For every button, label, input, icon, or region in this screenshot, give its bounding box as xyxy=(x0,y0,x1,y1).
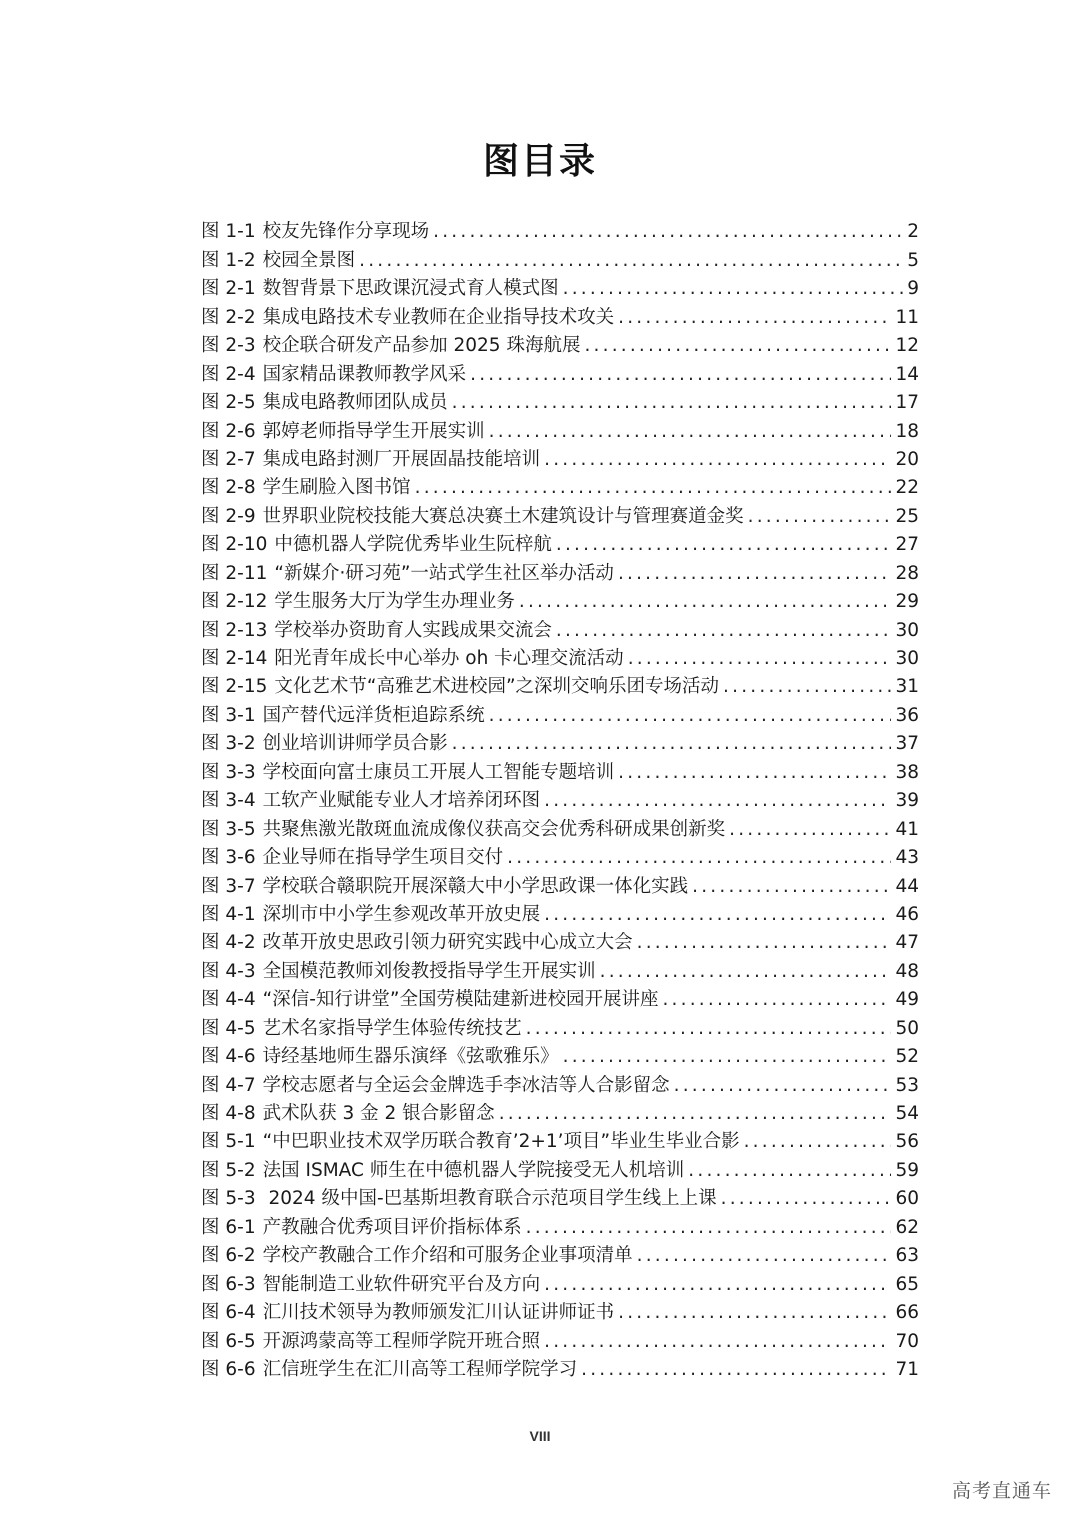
dot-leader xyxy=(544,1271,891,1299)
figure-caption: 数智背景下思政课沉浸式育人模式图 xyxy=(262,278,559,300)
toc-entry[interactable] xyxy=(201,1242,919,1270)
figure-caption: 2024 级中国-巴基斯坦教育联合示范项目学生线上上课 xyxy=(262,1188,717,1210)
figure-number: 图 6-5 xyxy=(201,1330,256,1352)
figure-caption: 汇信班学生在汇川高等工程师学院学习 xyxy=(262,1358,578,1380)
entry-title xyxy=(201,446,540,474)
entry-title xyxy=(201,730,448,758)
entry-title xyxy=(201,1356,577,1384)
page-ref: 50 xyxy=(895,1017,919,1039)
dot-leader xyxy=(452,389,892,417)
entry-title xyxy=(201,673,719,701)
figure-number: 图 2-12 xyxy=(201,591,268,613)
entry-title xyxy=(201,787,540,815)
entry-title xyxy=(201,1185,717,1213)
page-ref: 17 xyxy=(895,392,919,414)
entry-title xyxy=(201,1072,670,1100)
entry-title xyxy=(201,986,658,1014)
dot-leader xyxy=(600,958,892,986)
dot-leader xyxy=(662,986,891,1014)
entry-title xyxy=(201,844,503,872)
entry-title xyxy=(201,759,614,787)
figure-caption: 集成电路教师团队成员 xyxy=(262,392,448,414)
dot-leader xyxy=(544,787,891,815)
figure-number: 图 6-4 xyxy=(201,1302,256,1324)
figure-caption: “深信-知行讲堂”全国劳模陆建新进校园开展讲座 xyxy=(262,989,659,1011)
page-ref: 53 xyxy=(895,1074,919,1096)
toc-entry[interactable] xyxy=(201,1356,919,1384)
dot-leader xyxy=(618,1299,891,1327)
toc-entry[interactable] xyxy=(201,929,919,957)
figure-caption: 学校面向富士康员工开展人工智能专题培训 xyxy=(262,761,615,783)
page-ref: 38 xyxy=(895,761,919,783)
toc-entry[interactable] xyxy=(201,616,919,644)
dot-leader xyxy=(519,588,892,616)
toc-entry[interactable] xyxy=(201,474,919,502)
page-ref: 52 xyxy=(895,1046,919,1068)
entry-title xyxy=(201,1242,633,1270)
figure-number: 图 3-5 xyxy=(201,818,256,840)
figure-number: 图 5-2 xyxy=(201,1159,256,1181)
entry-title xyxy=(201,929,633,957)
dot-leader xyxy=(584,332,891,360)
figure-number: 图 3-4 xyxy=(201,790,256,812)
toc-entry[interactable] xyxy=(201,730,919,758)
toc-entry[interactable] xyxy=(201,332,919,360)
page-ref: 59 xyxy=(895,1159,919,1181)
page-ref: 12 xyxy=(895,335,919,357)
toc-entry[interactable] xyxy=(201,787,919,815)
dot-leader xyxy=(452,730,892,758)
toc-entry[interactable] xyxy=(201,701,919,729)
page-ref: 49 xyxy=(895,989,919,1011)
figure-caption: 世界职业院校技能大赛总决赛土木建筑设计与管理赛道金奖 xyxy=(262,505,744,527)
entry-title xyxy=(201,560,614,588)
figure-number: 图 2-5 xyxy=(201,392,256,414)
figure-number: 图 3-6 xyxy=(201,847,256,869)
toc-entry[interactable] xyxy=(201,815,919,843)
dot-leader xyxy=(729,816,891,844)
toc-entry[interactable] xyxy=(201,389,919,417)
figure-caption: 郭婷老师指导学生开展实训 xyxy=(262,420,485,442)
figure-caption: 改革开放史思政引领力研究实践中心成立大会 xyxy=(262,932,633,954)
dot-leader xyxy=(637,1242,892,1270)
toc-entry[interactable] xyxy=(201,360,919,388)
page-ref: 30 xyxy=(895,648,919,669)
dot-leader xyxy=(563,1043,892,1071)
figure-caption: 学校联合赣职院开展深赣大中小学思政课一体化实践 xyxy=(262,875,689,897)
dot-leader xyxy=(581,1356,891,1384)
toc-entry[interactable] xyxy=(201,1299,919,1327)
figure-caption: 中德机器人学院优秀毕业生阮梓航 xyxy=(274,534,552,556)
figure-number: 图 4-5 xyxy=(201,1017,256,1039)
entry-title xyxy=(201,1043,559,1071)
page-ref: 2 xyxy=(907,221,919,243)
toc-entry[interactable] xyxy=(201,559,919,587)
toc-entry[interactable] xyxy=(201,218,919,246)
entry-title xyxy=(201,218,429,246)
toc-entry[interactable] xyxy=(201,275,919,303)
figure-number: 图 3-2 xyxy=(201,733,256,755)
entry-title xyxy=(201,1015,522,1043)
page-ref: 63 xyxy=(895,1245,919,1267)
figure-caption: 校园全景图 xyxy=(262,249,356,271)
page-ref: 62 xyxy=(895,1216,919,1238)
figure-number: 图 5-3 xyxy=(201,1188,256,1210)
figure-number: 图 2-3 xyxy=(201,335,256,357)
figure-number: 图 1-2 xyxy=(201,249,256,271)
entry-title xyxy=(201,588,515,616)
figure-caption: 学校产教融合工作介绍和可服务企业事项清单 xyxy=(262,1245,633,1267)
entry-title xyxy=(201,275,559,303)
figure-caption: 企业导师在指导学生项目交付 xyxy=(262,847,504,869)
dot-leader xyxy=(544,1328,891,1356)
dot-leader xyxy=(618,560,892,588)
figure-number: 图 2-7 xyxy=(201,448,256,470)
entry-title xyxy=(201,332,580,360)
entry-title xyxy=(201,361,466,389)
dot-leader xyxy=(723,673,891,701)
entry-title xyxy=(201,617,552,645)
dot-leader xyxy=(470,361,891,389)
figure-caption: 诗经基地师生器乐演绎《弦歌雅乐》 xyxy=(262,1046,559,1068)
figure-caption: 国产替代远洋货柜追踪系统 xyxy=(262,704,485,726)
figure-number: 图 2-1 xyxy=(201,278,256,300)
page-ref: 20 xyxy=(895,448,919,470)
entry-title xyxy=(201,1299,614,1327)
entry-title xyxy=(201,958,596,986)
figure-caption: “新媒介·研习苑”一站式学生社区举办活动 xyxy=(274,562,614,584)
dot-leader xyxy=(563,275,904,303)
dot-leader xyxy=(721,1185,892,1213)
figure-caption: 阳光青年成长中心举办 oh 卡心理交流活动 xyxy=(274,648,624,669)
page-ref: 43 xyxy=(895,847,919,869)
entry-title xyxy=(201,389,448,417)
toc-entry[interactable] xyxy=(201,673,919,701)
toc-entry[interactable] xyxy=(201,1100,919,1128)
entry-title xyxy=(201,1271,540,1299)
toc-entry[interactable] xyxy=(201,1128,919,1156)
figure-number: 图 2-8 xyxy=(201,477,256,499)
page-ref: 48 xyxy=(895,960,919,982)
figure-caption: 智能制造工业软件研究平台及方向 xyxy=(262,1273,541,1295)
figure-caption: 武术队获 3 金 2 银合影留念 xyxy=(262,1103,495,1124)
figure-caption: 产教融合优秀项目评价指标体系 xyxy=(262,1216,522,1238)
figure-number: 图 4-7 xyxy=(201,1074,256,1096)
page-ref: 65 xyxy=(895,1273,919,1295)
entry-title xyxy=(201,702,485,730)
toc-entry[interactable] xyxy=(201,531,919,559)
entry-title xyxy=(201,531,552,559)
page-title: 图目录 xyxy=(482,140,597,182)
dot-leader xyxy=(556,617,892,645)
figure-caption: 学生刷脸入图书馆 xyxy=(262,477,411,499)
entry-title xyxy=(201,247,355,275)
figure-caption: 共聚焦激光散斑血流成像仪获高交会优秀科研成果创新奖 xyxy=(262,818,726,840)
page-ref: 29 xyxy=(895,591,919,613)
dot-leader xyxy=(744,1128,892,1156)
toc-entry[interactable] xyxy=(201,588,919,616)
toc-entry[interactable] xyxy=(201,645,919,673)
dot-leader xyxy=(618,759,891,787)
figure-caption: 开源鸿蒙高等工程师学院开班合照 xyxy=(262,1330,541,1352)
toc-entry[interactable] xyxy=(201,246,919,274)
figure-number: 图 3-7 xyxy=(201,875,256,897)
dot-leader xyxy=(489,702,892,730)
page-ref: 25 xyxy=(895,505,919,527)
toc-entry[interactable] xyxy=(201,1071,919,1099)
page-ref: 47 xyxy=(895,932,919,954)
figure-number: 图 1-1 xyxy=(201,221,256,243)
figure-caption: 集成电路技术专业教师在企业指导技术攻关 xyxy=(262,306,615,328)
figure-number: 图 2-4 xyxy=(201,363,256,385)
figure-caption: 创业培训讲师学员合影 xyxy=(262,733,448,755)
figure-number: 图 4-4 xyxy=(201,989,256,1011)
entry-title xyxy=(201,1128,740,1156)
figure-caption: 文化艺术节“高雅艺术进校园”之深圳交响乐团专场活动 xyxy=(274,676,720,698)
page-ref: 14 xyxy=(895,363,919,385)
page-ref: 18 xyxy=(895,420,919,442)
toc-entry[interactable] xyxy=(201,502,919,530)
dot-leader xyxy=(618,304,891,332)
page-ref: 36 xyxy=(895,704,919,726)
entry-title xyxy=(201,645,624,673)
figure-number: 图 2-2 xyxy=(201,306,256,328)
figure-number: 图 6-2 xyxy=(201,1245,256,1267)
figure-number: 图 4-2 xyxy=(201,932,256,954)
figure-caption: 学校举办资助育人实践成果交流会 xyxy=(274,619,552,641)
figure-caption: 工软产业赋能专业人才培养闭环图 xyxy=(262,790,541,812)
figure-number: 图 2-15 xyxy=(201,676,268,698)
toc-entry[interactable] xyxy=(201,1327,919,1355)
page-ref: 31 xyxy=(895,676,919,698)
figure-number: 图 2-14 xyxy=(201,648,268,669)
page-ref: 70 xyxy=(895,1330,919,1352)
page-ref: 71 xyxy=(895,1358,919,1380)
page-ref: 22 xyxy=(895,477,919,499)
toc-entry[interactable] xyxy=(201,844,919,872)
page-ref: 41 xyxy=(895,818,919,840)
page-ref: 54 xyxy=(895,1103,919,1124)
entry-title xyxy=(201,418,485,446)
figure-number: 图 3-1 xyxy=(201,704,256,726)
toc-entry[interactable] xyxy=(201,1213,919,1241)
figure-number: 图 2-6 xyxy=(201,420,256,442)
toc-entry[interactable] xyxy=(201,446,919,474)
figure-number: 图 2-9 xyxy=(201,505,256,527)
page-ref: 27 xyxy=(895,534,919,556)
toc-entry[interactable] xyxy=(201,1270,919,1298)
entry-title xyxy=(201,901,540,929)
toc-entry[interactable] xyxy=(201,1014,919,1042)
figure-caption: 艺术名家指导学生体验传统技艺 xyxy=(262,1017,522,1039)
figure-caption: 法国 ISMAC 师生在中德机器人学院接受无人机培训 xyxy=(262,1159,685,1181)
page-ref: 66 xyxy=(895,1302,919,1324)
figure-caption: 学生服务大厅为学生办理业务 xyxy=(274,591,515,613)
page-ref: 9 xyxy=(907,278,919,300)
dot-leader xyxy=(556,531,892,559)
figure-number: 图 4-6 xyxy=(201,1046,256,1068)
entry-title xyxy=(201,816,725,844)
figure-number: 图 2-11 xyxy=(201,562,268,584)
dot-leader xyxy=(359,247,903,275)
dot-leader xyxy=(526,1015,892,1043)
figure-caption: 集成电路封测厂开展固晶技能培训 xyxy=(262,448,541,470)
toc-entry[interactable] xyxy=(201,986,919,1014)
toc-entry[interactable] xyxy=(201,417,919,445)
entry-title xyxy=(201,503,744,531)
toc-entry[interactable] xyxy=(201,901,919,929)
figure-number: 图 6-1 xyxy=(201,1216,256,1238)
page-ref: 28 xyxy=(895,562,919,584)
page-ref: 11 xyxy=(895,306,919,328)
dot-leader xyxy=(637,929,892,957)
dot-leader xyxy=(499,1100,892,1128)
entry-title xyxy=(201,1214,522,1242)
dot-leader xyxy=(544,446,891,474)
page-ref: 39 xyxy=(895,790,919,812)
figure-number: 图 4-1 xyxy=(201,903,256,925)
watermark: 高考直通车 xyxy=(951,1480,1052,1502)
figure-caption: 国家精品课教师教学风采 xyxy=(262,363,467,385)
entry-title xyxy=(201,1100,495,1128)
dot-leader xyxy=(628,645,892,673)
figure-caption: 学校志愿者与全运会金牌选手李冰洁等人合影留念 xyxy=(262,1074,670,1096)
dot-leader xyxy=(692,873,891,901)
toc-entry[interactable] xyxy=(201,1156,919,1184)
toc-entry[interactable] xyxy=(201,872,919,900)
figure-list xyxy=(201,218,919,1384)
figure-number: 图 4-3 xyxy=(201,960,256,982)
page-ref: 46 xyxy=(895,903,919,925)
page-ref: 5 xyxy=(907,249,919,271)
dot-leader xyxy=(507,844,891,872)
page-ref: 56 xyxy=(895,1131,919,1153)
figure-caption: 汇川技术领导为教师颁发汇川认证讲师证书 xyxy=(262,1302,615,1324)
page-ref: 60 xyxy=(895,1188,919,1210)
dot-leader xyxy=(544,901,891,929)
dot-leader xyxy=(674,1072,892,1100)
dot-leader xyxy=(489,418,892,446)
figure-number: 图 3-3 xyxy=(201,761,256,783)
dot-leader xyxy=(526,1214,892,1242)
dot-leader xyxy=(748,503,892,531)
page-number: VIII xyxy=(529,1428,551,1444)
figure-number: 图 6-6 xyxy=(201,1358,256,1380)
toc-entry[interactable] xyxy=(201,957,919,985)
figure-caption: 校友先锋作分享现场 xyxy=(262,221,430,243)
toc-entry[interactable] xyxy=(201,1185,919,1213)
entry-title xyxy=(201,1157,684,1185)
figure-number: 图 2-13 xyxy=(201,619,268,641)
figure-number: 图 6-3 xyxy=(201,1273,256,1295)
entry-title xyxy=(201,873,688,901)
dot-leader xyxy=(433,218,903,246)
entry-title xyxy=(201,474,411,502)
figure-caption: 全国模范教师刘俊教授指导学生开展实训 xyxy=(262,960,596,982)
dot-leader xyxy=(688,1157,891,1185)
figure-caption: 深圳市中小学生参观改革开放史展 xyxy=(262,903,541,925)
figure-number: 图 4-8 xyxy=(201,1103,256,1124)
figure-caption: “中巴职业技术双学历联合教育’2+1’项目”毕业生毕业合影 xyxy=(262,1131,740,1153)
toc-entry[interactable] xyxy=(201,758,919,786)
toc-entry[interactable] xyxy=(201,1043,919,1071)
figure-number: 图 5-1 xyxy=(201,1131,256,1153)
page-ref: 30 xyxy=(895,619,919,641)
figure-caption: 校企联合研发产品参加 2025 珠海航展 xyxy=(262,335,581,357)
entry-title xyxy=(201,304,614,332)
dot-leader xyxy=(415,474,892,502)
toc-entry[interactable] xyxy=(201,303,919,331)
page-ref: 44 xyxy=(895,875,919,897)
page-ref: 37 xyxy=(895,733,919,755)
figure-number: 图 2-10 xyxy=(201,534,268,556)
entry-title xyxy=(201,1328,540,1356)
